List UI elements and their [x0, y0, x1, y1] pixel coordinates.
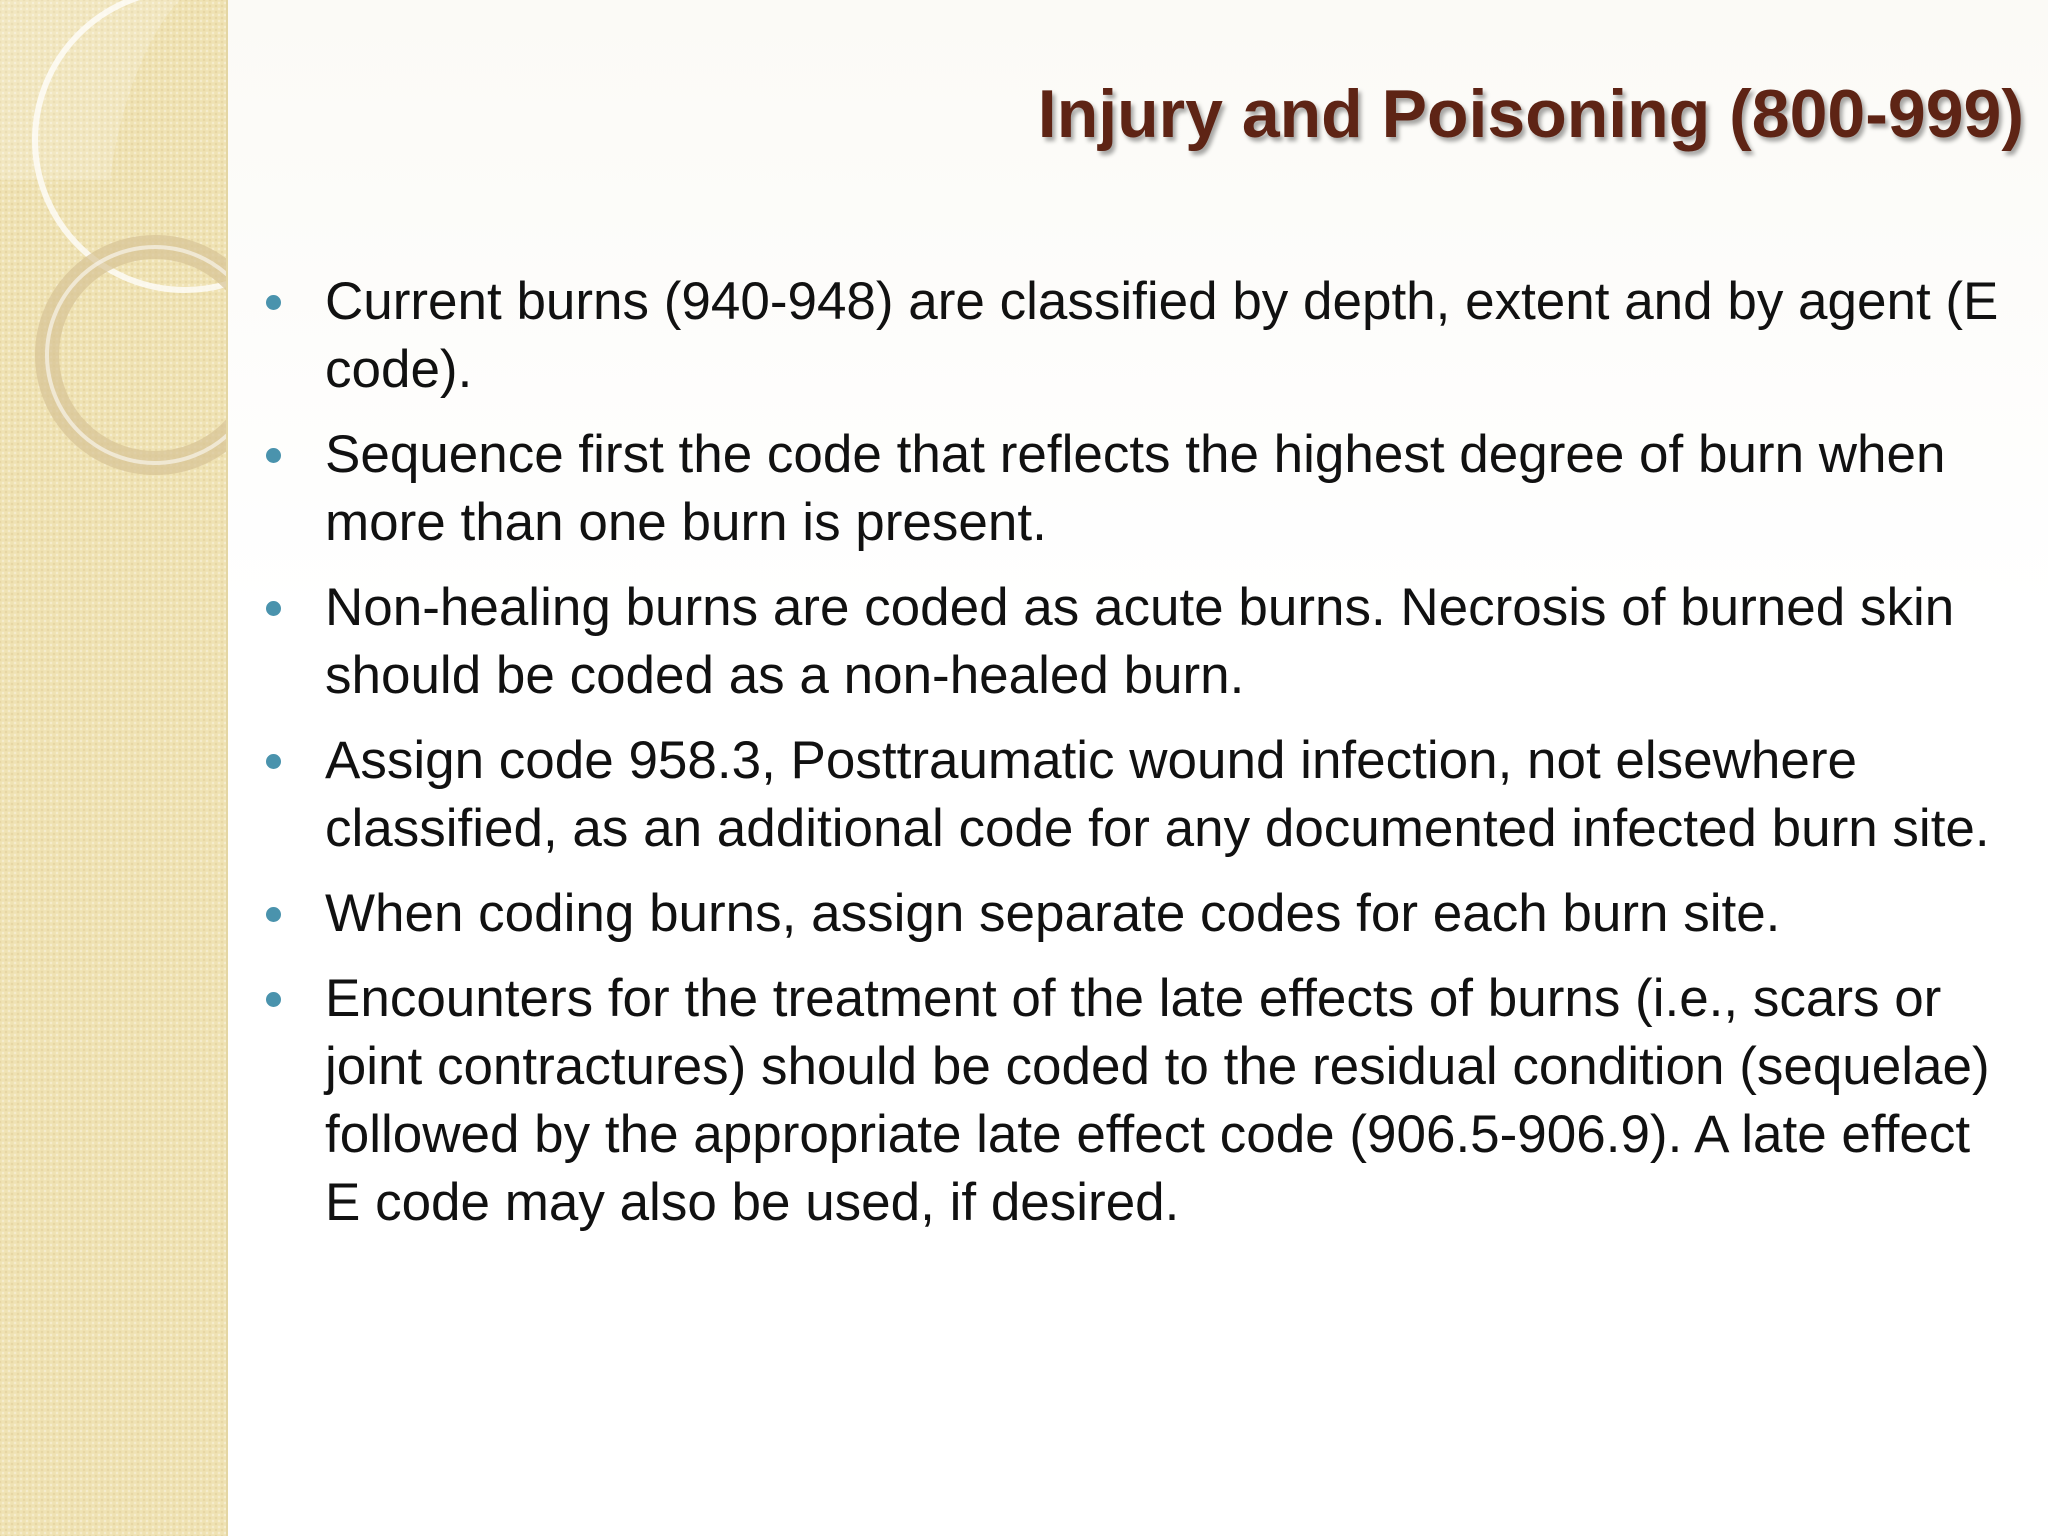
bullet-text: Sequence first the code that reflects the highest degree of burn when more than one burn is present. — [325, 425, 1946, 552]
bullet-text: Assign code 958.3, Posttraumatic wound infection, not elsewhere classified, as an additional code for any documented infected burn site. — [325, 731, 1990, 858]
bullet-text: Non-healing burns are coded as acute burns. Necrosis of burned skin should be coded as a non-healed burn. — [325, 578, 1955, 705]
decorative-rings — [0, 0, 226, 520]
bullet-text: When coding burns, assign separate codes for each burn site. — [325, 884, 1781, 943]
bullet-icon — [266, 448, 281, 463]
bullet-item — [260, 574, 2000, 710]
decorative-side-panel — [0, 0, 228, 1536]
bullet-icon — [266, 992, 281, 1007]
bullet-item — [260, 965, 2000, 1237]
bullet-icon — [266, 295, 281, 310]
bullet-text: Current burns (940-948) are classified by depth, extent and by agent (E code). — [325, 272, 1999, 399]
bullet-item — [260, 268, 2000, 404]
bullet-list — [260, 268, 2000, 1254]
bullet-icon — [266, 907, 281, 922]
slide-title: Injury and Poisoning (800-999) — [1037, 76, 2024, 152]
bullet-item — [260, 880, 2000, 948]
bullet-icon — [266, 754, 281, 769]
bullet-icon — [266, 601, 281, 616]
bullet-text: Encounters for the treatment of the late effects of burns (i.e., scars or joint contractures) should be coded to the residual condition (sequelae) followed by the appropriate late effect code (906.5-906.9). A late effect E code may also be used, if desired. — [325, 969, 1990, 1232]
bullet-item — [260, 727, 2000, 863]
bullet-item — [260, 421, 2000, 557]
